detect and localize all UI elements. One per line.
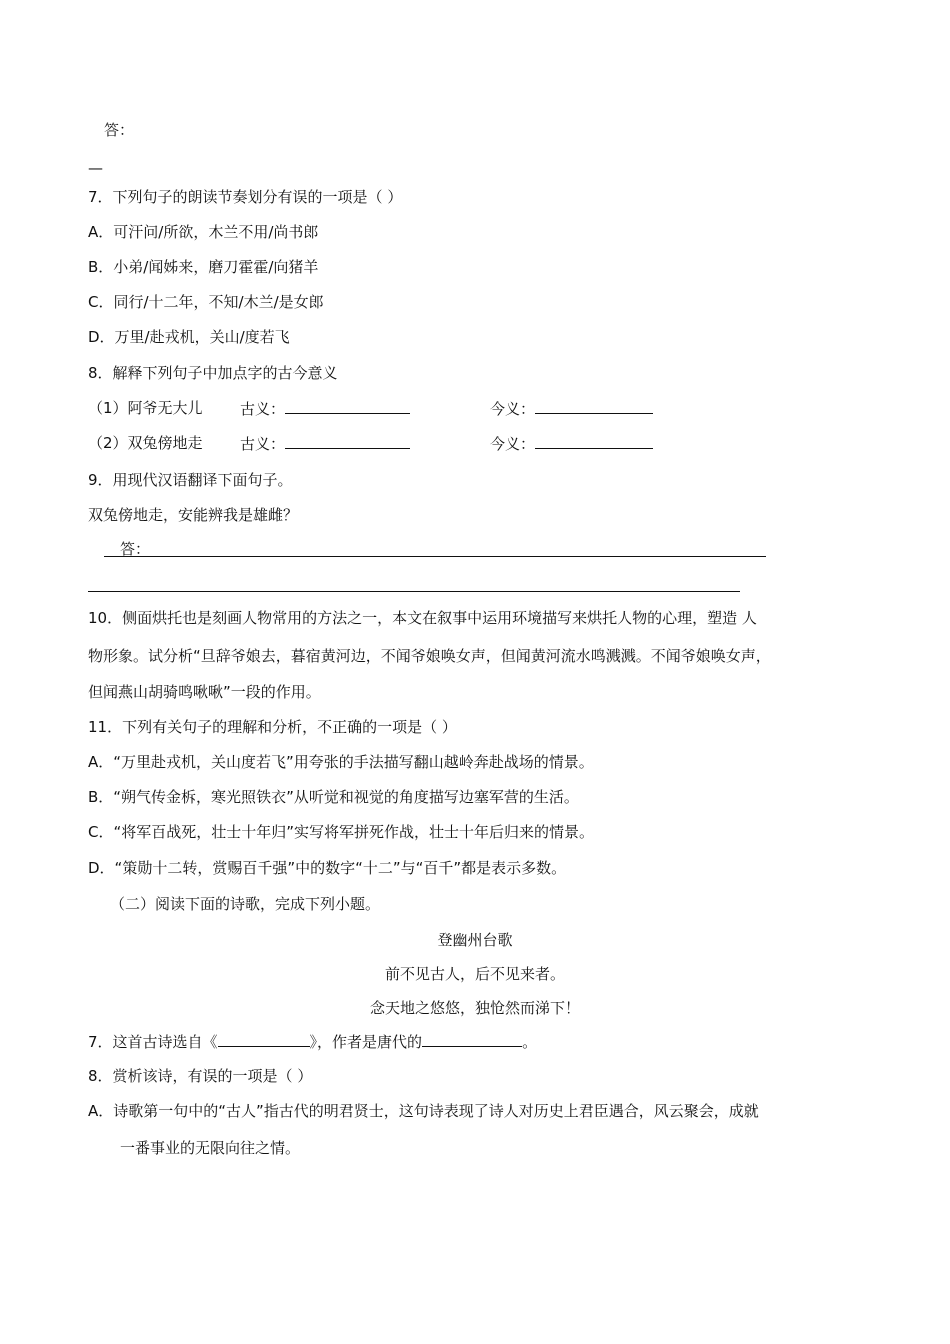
question-8-row-1-ancient: [240, 398, 410, 419]
question-7-stem: 7．下列句子的朗读节奏划分有误的一项是（ ）: [88, 188, 403, 206]
poem-title: 登幽州台歌: [437, 931, 513, 949]
question-7b-part-2: 》，作者是唐代的: [309, 1033, 423, 1051]
question-9-sentence: 双兔傍地走，安能辨我是雄雌？: [88, 506, 299, 524]
question-10-line-1: 10．侧面烘托也是刻画人物常用的方法之一，本文在叙事中运用环境描写来烘托人物的心理，塑造 人: [88, 609, 757, 627]
section-2-heading: （二）阅读下面的诗歌，完成下列小题。: [110, 895, 381, 913]
question-8-row-1-sentence: （1）阿爷无大儿: [88, 399, 203, 417]
question-8b-stem: 8．赏析该诗，有误的一项是（ ）: [88, 1067, 313, 1085]
question-7-option-c: C．同行/十二年，不知/木兰/是女郎: [88, 293, 324, 311]
question-8-row-2-ancient: [240, 433, 410, 454]
modern-blank[interactable]: [535, 398, 653, 414]
question-7-option-a: A．可汗问/所欲，木兰不用/尚书郎: [88, 223, 319, 241]
question-8b-option-a-line-2: 一番事业的无限向往之情。: [120, 1139, 301, 1157]
answer-line-1[interactable]: [104, 556, 766, 557]
question-10-line-2: 物形象。试分析“旦辞爷娘去，暮宿黄河边，不闻爷娘唤女声，但闻黄河流水鸣溅溅。不闻爷娘唤女声，: [88, 647, 771, 665]
question-11-option-c: C．“将军百战死，壮士十年归”实写将军拼死作战，壮士十年后归来的情景。: [88, 823, 595, 841]
question-8-row-2-modern: [490, 433, 653, 454]
modern-label: 今义：: [490, 400, 536, 418]
modern-blank[interactable]: [535, 433, 653, 449]
question-7-option-b: B．小弟/闻姊来，磨刀霍霍/向猪羊: [88, 258, 319, 276]
question-11-option-a: A．“万里赴戎机，关山度若飞”用夸张的手法描写翻山越岭奔赴战场的情景。: [88, 753, 594, 771]
question-11-stem: 11．下列有关句子的理解和分析，不正确的一项是（ ）: [88, 718, 457, 736]
author-blank[interactable]: [422, 1031, 522, 1047]
question-9-stem: 9．用现代汉语翻译下面句子。: [88, 471, 293, 489]
question-8-row-2-sentence: （2）双兔傍地走: [88, 434, 203, 452]
ancient-blank[interactable]: [285, 398, 410, 414]
poem-line-1: 前不见古人，后不见来者。: [384, 965, 565, 983]
question-7-option-d: D．万里/赴戎机，关山/度若飞: [88, 328, 290, 346]
question-10-line-3: 但闻燕山胡骑鸣啾啾”一段的作用。: [88, 683, 321, 701]
ancient-label: 古义：: [240, 435, 286, 453]
question-9-answer-label: 答：: [120, 540, 151, 558]
question-8-stem: 8．解释下列句子中加点字的古今意义: [88, 364, 338, 382]
question-11-option-b: B．“朔气传金柝，寒光照铁衣”从听觉和视觉的角度描写边塞军营的生活。: [88, 788, 579, 806]
question-7b-part-3: 。: [522, 1033, 538, 1051]
ancient-label: 古义：: [240, 400, 286, 418]
ancient-blank[interactable]: [285, 433, 410, 449]
question-8-row-1-modern: [490, 398, 653, 419]
question-8b-option-a-line-1: A．诗歌第一句中的“古人”指古代的明君贤士，这句诗表现了诗人对历史上君臣遇合，风云聚会，成就: [88, 1102, 759, 1120]
question-7b-part-1: 7．这首古诗选自《: [88, 1033, 218, 1051]
poem-line-2: 念天地之悠悠，独怆然而涕下！: [369, 999, 580, 1017]
collection-blank[interactable]: [218, 1031, 310, 1047]
question-11-option-d: D．“策勋十二转，赏赐百千强”中的数字“十二”与“百千”都是表示多数。: [88, 859, 567, 877]
answer-line-2[interactable]: [88, 591, 740, 592]
modern-label: 今义：: [490, 435, 536, 453]
dash-mark: —: [88, 159, 103, 177]
answer-label: 答：: [104, 121, 135, 139]
question-7b: [88, 1031, 537, 1052]
